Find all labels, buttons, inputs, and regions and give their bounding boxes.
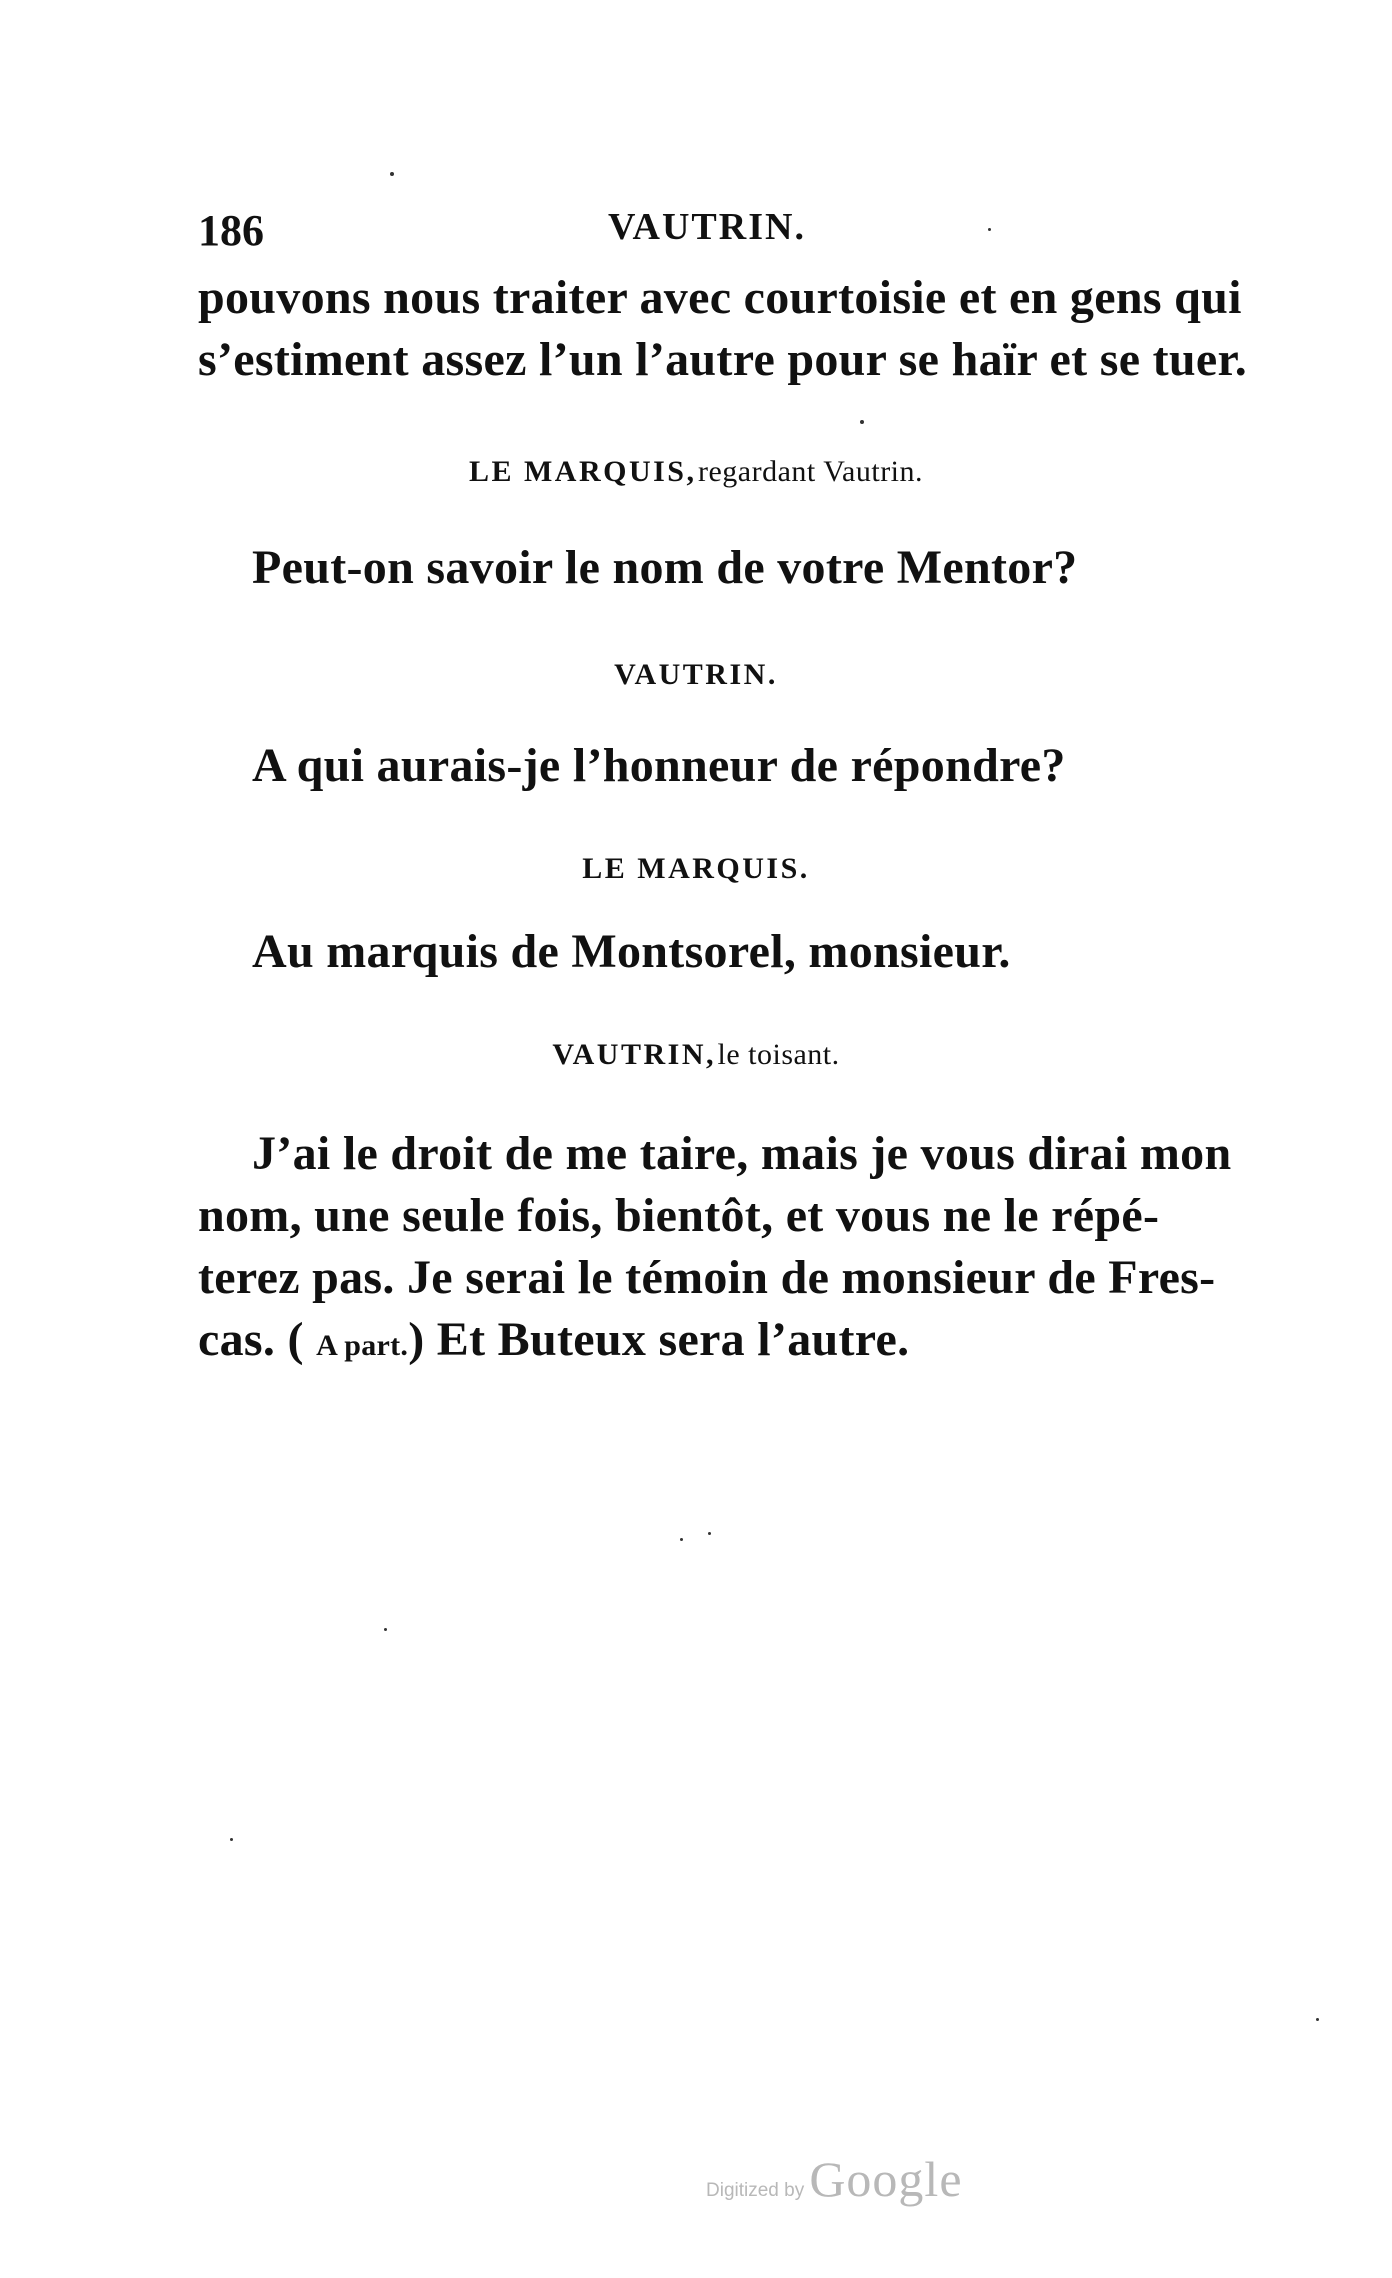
scan-speck bbox=[708, 1532, 711, 1535]
speaker-heading-vautrin-2 bbox=[0, 1038, 1392, 1072]
speaker-heading-vautrin-1 bbox=[0, 658, 1392, 692]
stage-direction: regardant Vautrin. bbox=[697, 455, 924, 488]
stage-direction: le toisant. bbox=[717, 1038, 840, 1071]
page-number: 186 bbox=[198, 206, 264, 255]
speech-line-1: J’ai le droit de me taire, mais je vous dirai mon bbox=[252, 1127, 1232, 1180]
continuation-line-1: pouvons nous traiter avec courtoisie et en gens qui bbox=[198, 271, 1242, 324]
speaker-separator: , bbox=[686, 455, 694, 488]
google-logo: Google bbox=[809, 2151, 963, 2207]
scan-speck bbox=[988, 228, 991, 231]
speech-line: Peut-on savoir le nom de votre Mentor? bbox=[252, 541, 1078, 594]
continuation-line-2: s’estiment assez l’un l’autre pour se haïr et se tuer. bbox=[198, 333, 1247, 386]
speech-line-4 bbox=[198, 1312, 909, 1367]
speech-line-4-end: ) Et Buteux sera l’autre. bbox=[408, 1313, 910, 1366]
scan-speck bbox=[860, 420, 864, 424]
scan-speck bbox=[390, 172, 394, 176]
speech-line-2: nom, une seule fois, bientôt, et vous ne le répé- bbox=[198, 1189, 1160, 1242]
speech-line: Au marquis de Montsorel, monsieur. bbox=[252, 925, 1011, 978]
digitized-by-google-watermark bbox=[706, 2150, 963, 2208]
scan-speck bbox=[384, 1628, 387, 1631]
speaker-name: VAUTRIN bbox=[552, 1038, 706, 1071]
scan-speck bbox=[680, 1538, 683, 1541]
scan-speck bbox=[230, 1838, 233, 1841]
speaker-heading-marquis-1 bbox=[0, 455, 1392, 489]
speaker-name: LE MARQUIS. bbox=[582, 852, 810, 885]
speech-line-3: terez pas. Je serai le témoin de monsieur de Fres- bbox=[198, 1251, 1216, 1304]
speaker-name: LE MARQUIS bbox=[468, 455, 687, 488]
speaker-separator: , bbox=[706, 1038, 714, 1071]
aside-direction: A part. bbox=[316, 1329, 409, 1362]
running-title: VAUTRIN. bbox=[608, 206, 806, 248]
speaker-heading-marquis-2 bbox=[0, 852, 1392, 886]
speech-line: A qui aurais-je l’honneur de répondre? bbox=[252, 739, 1066, 792]
page-header bbox=[198, 205, 1198, 265]
watermark-prefix: Digitized by bbox=[706, 2180, 805, 2201]
speech-line-4-start: cas. ( bbox=[198, 1313, 304, 1366]
speaker-name: VAUTRIN. bbox=[614, 658, 778, 691]
scan-speck bbox=[1316, 2018, 1319, 2021]
